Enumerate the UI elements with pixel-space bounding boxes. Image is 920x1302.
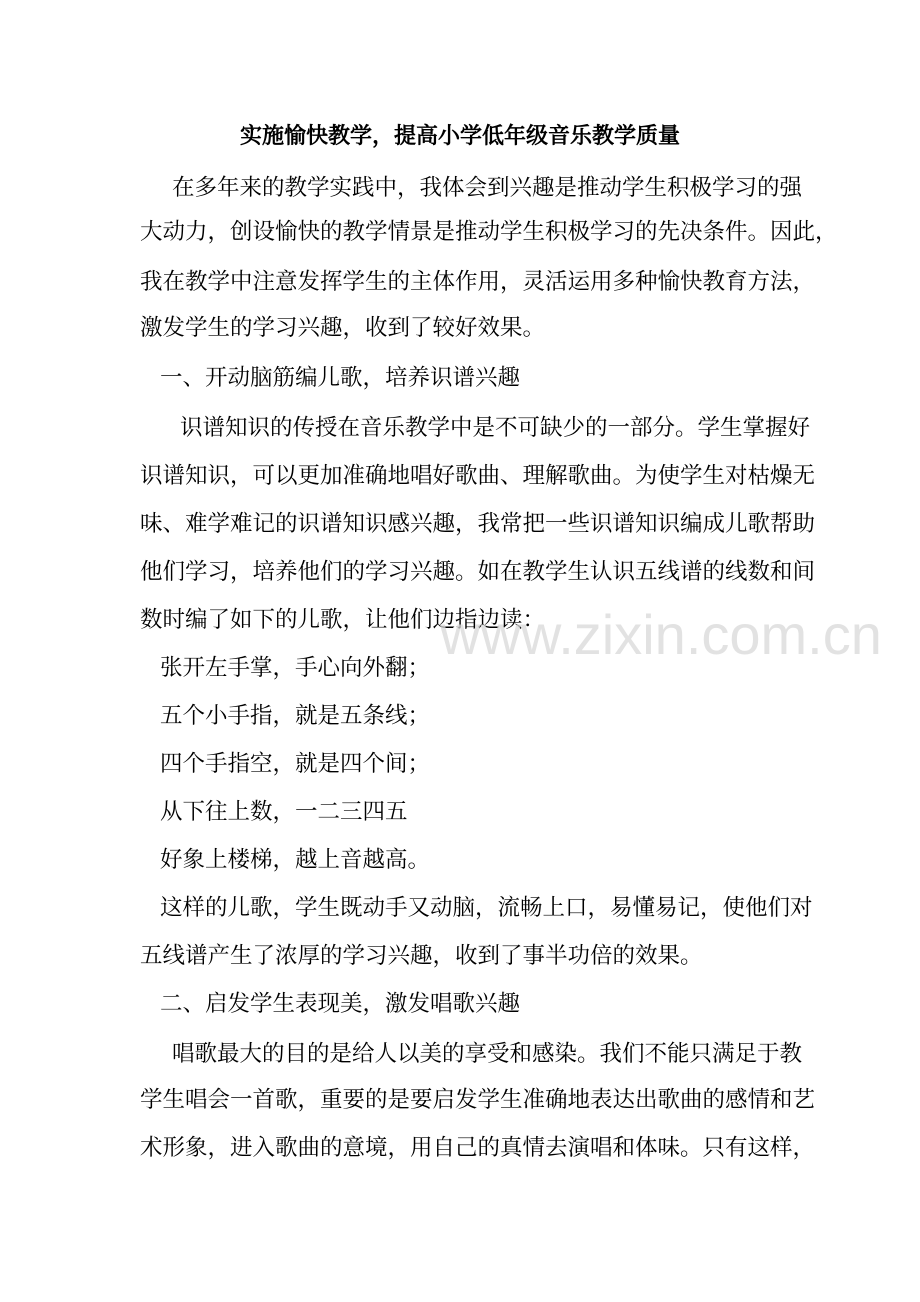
poem-line: 五个小手指，就是五条线； — [160, 703, 431, 729]
section-heading: 一、开动脑筋编儿歌，培养识谱兴趣 — [160, 365, 521, 391]
paragraph-line: 这样的儿歌，学生既动手又动脑，流畅上口，易懂易记，使他们对 — [160, 895, 813, 921]
paragraph-line: 术形象，进入歌曲的意境，用自己的真情去演唱和体味。只有这样， — [140, 1135, 816, 1161]
paragraph-line: 识谱知识的传授在音乐教学中是不可缺少的一部分。学生掌握好 — [180, 415, 811, 441]
poem-line: 好象上楼梯，越上音越高。 — [160, 847, 431, 873]
paragraph-line: 大动力，创设愉快的教学情景是推动学生积极学习的先决条件。因此， — [140, 219, 838, 245]
section-heading: 二、启发学生表现美，激发唱歌兴趣 — [160, 991, 521, 1017]
paragraph-line: 在多年来的教学实践中，我体会到兴趣是推动学生积极学习的强 — [172, 175, 803, 201]
paragraph-line: 识谱知识，可以更加准确地唱好歌曲、理解歌曲。为使学生对枯燥无 — [140, 463, 816, 489]
paragraph-line: 唱歌最大的目的是给人以美的享受和感染。我们不能只满足于教 — [172, 1041, 803, 1067]
paragraph-line: 五线谱产生了浓厚的学习兴趣，收到了事半功倍的效果。 — [140, 943, 703, 969]
watermark: www.zixin.com.cn — [440, 603, 882, 666]
document-title: 实施愉快教学，提高小学低年级音乐教学质量 — [239, 123, 680, 149]
poem-line: 张开左手掌，手心向外翻； — [160, 655, 431, 681]
poem-line: 从下往上数，一二三四五 — [160, 799, 408, 825]
paragraph-line: 味、难学难记的识谱知识感兴趣，我常把一些识谱知识编成儿歌帮助 — [140, 511, 816, 537]
paragraph-line: 学生唱会一首歌，重要的是要启发学生准确地表达出歌曲的感情和艺 — [140, 1087, 816, 1113]
paragraph-line: 数时编了如下的儿歌，让他们边指边读： — [140, 607, 546, 633]
paragraph-line: 激发学生的学习兴趣，收到了较好效果。 — [140, 315, 546, 341]
paragraph-line: 我在教学中注意发挥学生的主体作用，灵活运用多种愉快教育方法， — [140, 269, 816, 295]
poem-line: 四个手指空，就是四个间； — [160, 751, 431, 777]
paragraph-line: 他们学习，培养他们的学习兴趣。如在教学生认识五线谱的线数和间 — [140, 559, 816, 585]
